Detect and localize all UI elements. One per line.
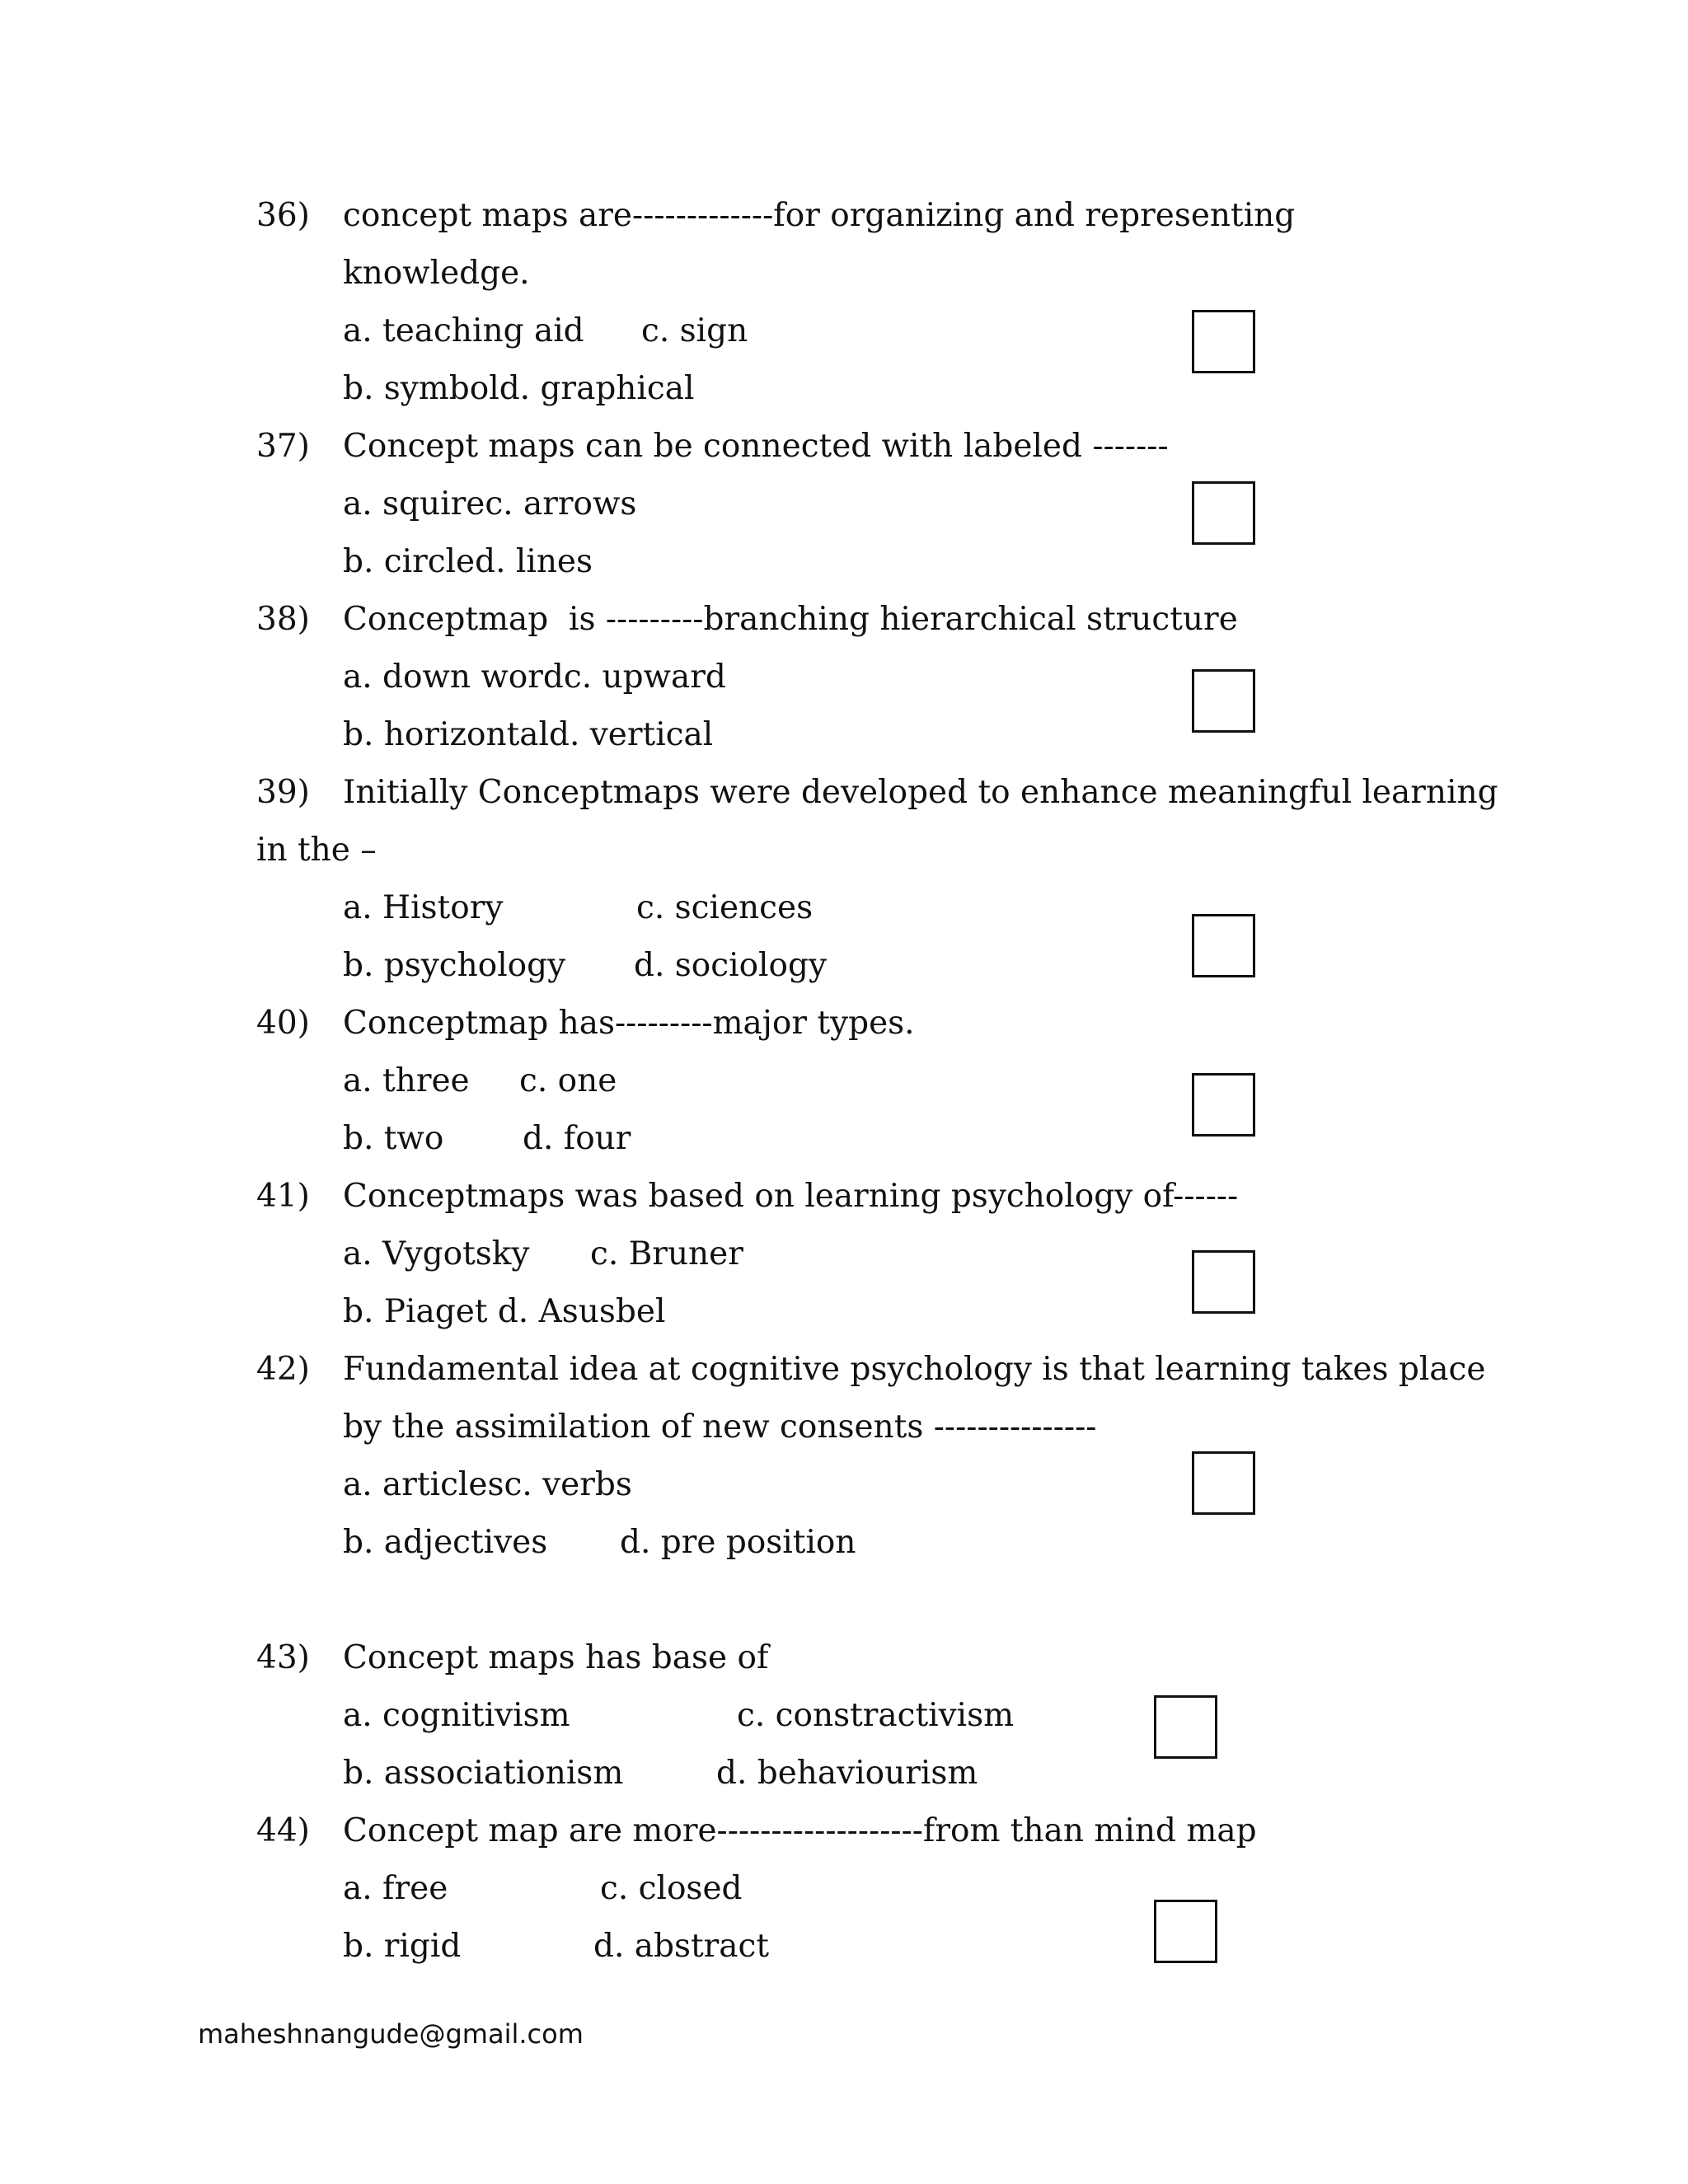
question-number: 39) bbox=[256, 774, 310, 811]
option: d. pre position bbox=[620, 1524, 856, 1561]
question-number: 44) bbox=[256, 1812, 310, 1849]
question-text: Conceptmap has---------major types. bbox=[343, 1005, 915, 1042]
footer-email: maheshnangude@gmail.com bbox=[198, 2018, 584, 2050]
question-number: 43) bbox=[256, 1639, 310, 1676]
option: a. History bbox=[343, 889, 504, 926]
option: c. Bruner bbox=[590, 1235, 743, 1272]
option: b. two bbox=[343, 1120, 444, 1157]
answer-box[interactable] bbox=[1192, 310, 1255, 373]
question-text: Conceptmaps was based on learning psychology of------ bbox=[343, 1178, 1239, 1215]
question-text: Conceptmap is ---------branching hierarchical structure bbox=[343, 601, 1238, 638]
option: a. squirec. arrows bbox=[343, 485, 637, 523]
question-number: 37) bbox=[256, 428, 310, 465]
option: c. sign bbox=[641, 312, 748, 349]
option: a. cognitivism bbox=[343, 1697, 570, 1734]
question-number: 40) bbox=[256, 1005, 310, 1042]
question-number: 42) bbox=[256, 1351, 310, 1388]
answer-box[interactable] bbox=[1154, 1900, 1217, 1963]
option: b. Piaget d. Asusbel bbox=[343, 1293, 666, 1330]
question-number: 38) bbox=[256, 601, 310, 638]
question-number: 41) bbox=[256, 1178, 310, 1215]
answer-box[interactable] bbox=[1192, 914, 1255, 977]
option: b. horizontald. vertical bbox=[343, 716, 714, 753]
option: a. teaching aid bbox=[343, 312, 584, 349]
option: a. free bbox=[343, 1870, 448, 1907]
option: c. constractivism bbox=[737, 1697, 1015, 1734]
option: b. psychology bbox=[343, 947, 566, 984]
question-text: Fundamental idea at cognitive psychology is that learning takes place bbox=[343, 1351, 1486, 1388]
option: a. down wordc. upward bbox=[343, 658, 726, 696]
option: c. one bbox=[519, 1062, 617, 1099]
question-text: Initially Conceptmaps were developed to enhance meaningful learning bbox=[343, 774, 1498, 811]
option: b. circled. lines bbox=[343, 543, 593, 580]
answer-box[interactable] bbox=[1192, 481, 1255, 545]
option: d. sociology bbox=[634, 947, 827, 984]
option: b. associationism bbox=[343, 1755, 624, 1792]
answer-box[interactable] bbox=[1192, 1451, 1255, 1515]
option: b. adjectives bbox=[343, 1524, 548, 1561]
option: d. abstract bbox=[593, 1928, 770, 1965]
question-number: 36) bbox=[256, 197, 310, 234]
question-text: Concept maps has base of bbox=[343, 1639, 769, 1676]
answer-box[interactable] bbox=[1192, 1073, 1255, 1137]
option: b. rigid bbox=[343, 1928, 462, 1965]
option: a. articlesc. verbs bbox=[343, 1466, 632, 1503]
question-text: Concept maps can be connected with labeled ------- bbox=[343, 428, 1169, 465]
option: a. three bbox=[343, 1062, 470, 1099]
question-text: knowledge. bbox=[343, 255, 530, 292]
answer-box[interactable] bbox=[1192, 669, 1255, 733]
option: d. behaviourism bbox=[716, 1755, 978, 1792]
answer-box[interactable] bbox=[1192, 1250, 1255, 1314]
question-text: by the assimilation of new consents --------------- bbox=[343, 1408, 1097, 1446]
option: d. four bbox=[523, 1120, 631, 1157]
option: c. sciences bbox=[636, 889, 814, 926]
question-text: in the – bbox=[256, 832, 377, 869]
option: c. closed bbox=[600, 1870, 743, 1907]
answer-box[interactable] bbox=[1154, 1695, 1217, 1759]
question-text: Concept map are more-------------------from than mind map bbox=[343, 1812, 1257, 1849]
option: b. symbold. graphical bbox=[343, 370, 695, 407]
question-text: concept maps are-------------for organizing and representing bbox=[343, 197, 1296, 234]
option: a. Vygotsky bbox=[343, 1235, 530, 1272]
